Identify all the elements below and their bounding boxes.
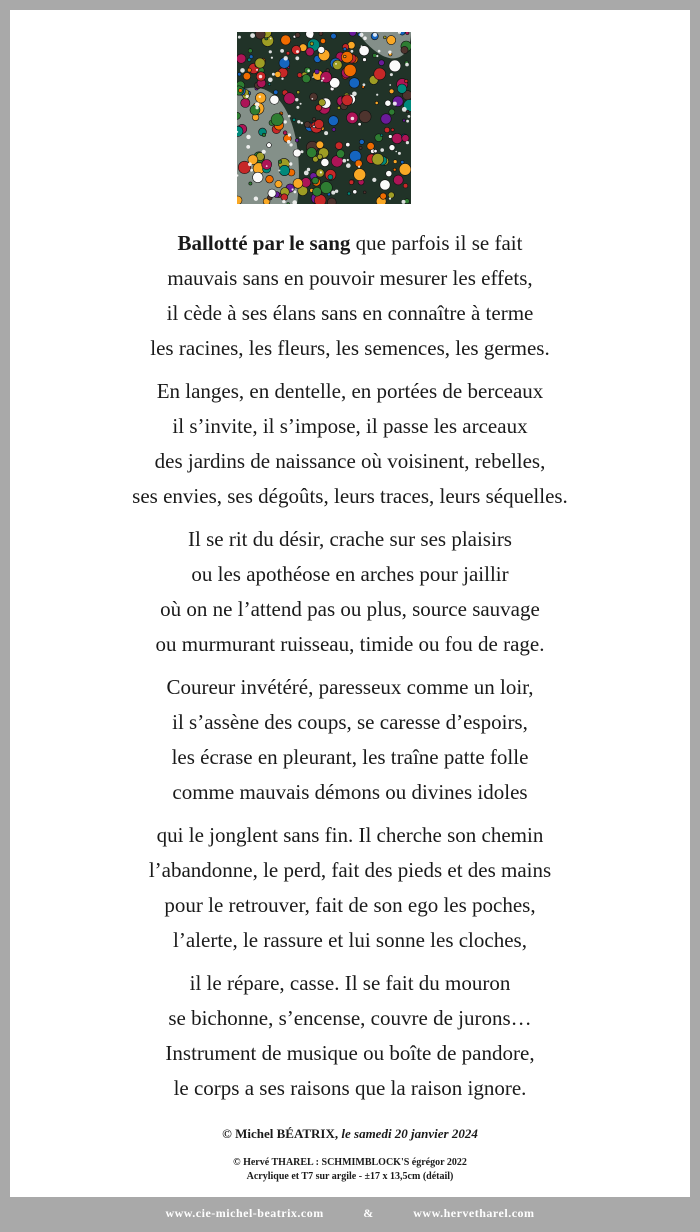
artwork-mosaic bbox=[237, 32, 411, 204]
author-credit bbox=[10, 1126, 690, 1142]
poem-line: En langes, en dentelle, en portées de berceaux bbox=[156, 379, 544, 403]
poem-line: les écrase en pleurant, les traîne patte folle bbox=[171, 745, 529, 769]
credit-date: le samedi 20 janvier 2024 bbox=[341, 1126, 478, 1141]
stanza bbox=[10, 374, 690, 514]
poem-line: mauvais sans en pouvoir mesurer les effets, bbox=[167, 266, 533, 290]
poem-line: ou murmurant ruisseau, timide ou fou de rage. bbox=[155, 632, 545, 656]
stanza bbox=[10, 966, 690, 1106]
poem-line: se bichonne, s’encense, couvre de jurons… bbox=[168, 1006, 532, 1030]
poem-line: il le répare, casse. Il se fait du mouron bbox=[189, 971, 511, 995]
artwork-medium: Acrylique et T7 sur argile - ±17 x 13,5cm (détail) bbox=[246, 1171, 454, 1182]
poem-line: Instrument de musique ou boîte de pandore, bbox=[165, 1041, 535, 1065]
poem-line: le corps a ses raisons que la raison ignore. bbox=[173, 1076, 527, 1100]
artwork-image bbox=[237, 32, 411, 204]
footer-separator: & bbox=[363, 1206, 374, 1220]
stanza bbox=[10, 670, 690, 810]
poem-line: où on ne l’attend pas ou plus, source sauvage bbox=[160, 597, 540, 621]
poem-line: comme mauvais démons ou divines idoles bbox=[172, 780, 528, 804]
poem-line: l’abandonne, le perd, fait des pieds et des mains bbox=[148, 858, 552, 882]
poem-line: l’alerte, le rassure et lui sonne les cloches, bbox=[173, 928, 527, 952]
poem-line: qui le jonglent sans fin. Il cherche son chemin bbox=[156, 823, 544, 847]
poem-card bbox=[10, 10, 690, 1197]
poem-text bbox=[10, 226, 690, 1114]
poem-line: Coureur invétéré, paresseux comme un loir, bbox=[166, 675, 534, 699]
artwork-title: © Hervé THAREL : SCHMIMBLOCK'S égrégor 2022 bbox=[233, 1157, 467, 1168]
stanza bbox=[10, 226, 690, 366]
poem-line: il s’assène des coups, se caresse d’espoirs, bbox=[172, 710, 528, 734]
author-name: © Michel BÉATRIX, bbox=[222, 1126, 339, 1141]
poem-line: pour le retrouver, fait de son ego les poches, bbox=[164, 893, 536, 917]
poem-line: ses envies, ses dégoûts, leurs traces, leurs séquelles. bbox=[132, 484, 568, 508]
footer-link-herve-tharel[interactable]: www.hervetharel.com bbox=[413, 1206, 535, 1220]
poem-line bbox=[10, 226, 690, 261]
poem-line-rest: que parfois il se fait bbox=[350, 231, 523, 255]
footer-link-michel-beatrix[interactable]: www.cie-michel-beatrix.com bbox=[165, 1206, 324, 1220]
poem-line: il s’invite, il s’impose, il passe les arceaux bbox=[172, 414, 528, 438]
stanza bbox=[10, 818, 690, 958]
footer-links bbox=[0, 1206, 700, 1221]
poem-title-phrase: Ballotté par le sang bbox=[177, 231, 351, 255]
stanza bbox=[10, 522, 690, 662]
poem-line: il cède à ses élans sans en connaître à terme bbox=[166, 301, 534, 325]
artwork-credit bbox=[10, 1156, 690, 1184]
poem-line: ou les apothéose en arches pour jaillir bbox=[191, 562, 509, 586]
poem-line: les racines, les fleurs, les semences, les germes. bbox=[150, 336, 550, 360]
poem-line: Il se rit du désir, crache sur ses plaisirs bbox=[188, 527, 512, 551]
poem-line: des jardins de naissance où voisinent, rebelles, bbox=[154, 449, 546, 473]
